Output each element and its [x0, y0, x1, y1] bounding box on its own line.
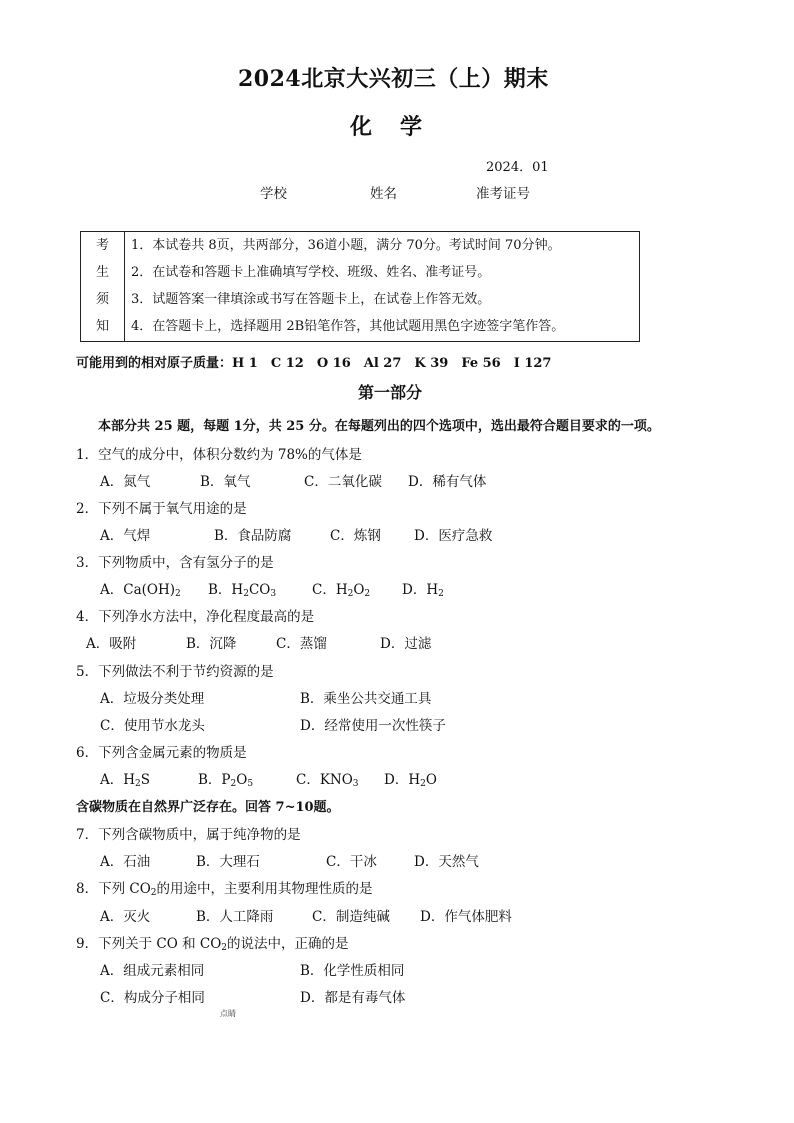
instruction-emphasis: 四个选项中 — [412, 419, 478, 434]
subscript: 2 — [420, 779, 426, 789]
page-title: 2024北京大兴初三（上）期末 — [238, 66, 549, 92]
option-b: B．化学性质相同 — [300, 963, 405, 979]
instruction-part: 本部分共 25 题，每题 1分，共 25 分。在每题列出的 — [98, 419, 413, 434]
option-a: A．石油 — [100, 854, 151, 870]
notice-label: 须 — [95, 292, 109, 307]
subscript: 2 — [150, 888, 157, 898]
option-c: C．干冰 — [326, 854, 377, 870]
option-a: A．吸附 — [86, 636, 137, 652]
option-c: C．二氧化碳 — [304, 474, 382, 490]
option-b: B．沉降 — [186, 636, 237, 652]
option-b: B．人工降雨 — [196, 909, 274, 925]
atomic-mass-line: 可能用到的相对原子质量：H 1 C 12 O 16 Al 27 K 39 Fe 56 I 127 — [76, 356, 552, 371]
option-c: C．使用节水龙头 — [100, 718, 205, 734]
formula: O — [425, 772, 437, 788]
exam-date: 2024．01 — [486, 160, 549, 175]
notice-label: 生 — [95, 265, 109, 280]
option-a: A．气焊 — [100, 528, 151, 544]
option-d: D．稀有气体 — [408, 474, 487, 490]
subscript: 2 — [364, 589, 371, 599]
question-stem: 6．下列含金属元素的物质是 — [76, 745, 247, 761]
option-a: A．垃圾分类处理 — [100, 691, 205, 707]
question-stem: 5．下列做法不利于节约资源的是 — [76, 664, 274, 680]
option-d: D．作气体肥料 — [420, 909, 512, 925]
formula: D．H — [402, 582, 439, 598]
option-d: D．过滤 — [380, 636, 432, 652]
exam-notice-table — [80, 231, 640, 342]
formula: C．KNO — [296, 772, 353, 788]
option-d: D．医疗急救 — [414, 528, 493, 544]
option-a: A．灭火 — [100, 909, 151, 925]
question-stem: 3．下列物质中，含有氢分子的是 — [76, 555, 274, 571]
section-title: 第一部分 — [358, 383, 423, 402]
formula: A．Ca(OH) — [100, 582, 176, 598]
question-stem — [76, 932, 349, 953]
option-c: C．构成分子相同 — [100, 990, 205, 1006]
subscript: 2 — [347, 589, 354, 599]
subscript: 2 — [135, 779, 141, 789]
notice-item: 3．试题答案一律填涂或书写在答题卡上，在试卷上作答无效。 — [131, 292, 491, 307]
stem-part: 的用途中，主要利用其物理性质的是 — [156, 881, 373, 897]
notice-label-column — [81, 232, 125, 342]
notice-items-column — [125, 232, 640, 342]
option-b: B．氧气 — [200, 474, 251, 490]
stem-part: 8．下列 CO — [76, 881, 151, 897]
option-a: A．氮气 — [100, 474, 151, 490]
option-d: D．天然气 — [414, 854, 479, 870]
section-instruction — [98, 415, 660, 434]
subscript: 2 — [243, 589, 249, 599]
formula: CO — [248, 582, 271, 598]
notice-label: 考 — [95, 238, 109, 253]
question-stem: 4．下列净水方法中，净化程度最高的是 — [76, 609, 315, 625]
instruction-part: ，选出最符合题目要求的一项。 — [477, 419, 660, 434]
field-school: 学校 — [260, 186, 287, 202]
option-d: D．都是有毒气体 — [300, 990, 406, 1006]
watermark-stamp: 点睛 — [220, 1009, 236, 1018]
option-c: C．制造纯碱 — [312, 909, 390, 925]
option-c: C．炼钢 — [330, 528, 381, 544]
subscript: 2 — [221, 943, 227, 953]
field-name: 姓名 — [370, 186, 397, 202]
option-a — [100, 578, 181, 599]
notice-item: 1．本试卷共 8页，共两部分，36道小题，满分 70分。考试时间 70分钟。 — [131, 238, 561, 253]
formula: C．H — [312, 582, 348, 598]
context-note: 含碳物质在自然界广泛存在。回答 7~10题。 — [76, 800, 340, 815]
subscript: 2 — [175, 589, 181, 599]
stem-part: 9．下列关于 CO 和 CO — [76, 936, 222, 952]
question-stem: 1．空气的成分中，体积分数约为 78%的气体是 — [76, 447, 362, 463]
subject-title: 化学 — [350, 114, 451, 140]
formula: D．H — [384, 772, 421, 788]
formula: S — [140, 772, 151, 788]
option-d — [384, 768, 437, 789]
option-a: A．组成元素相同 — [100, 963, 205, 979]
option-c: C．蒸馏 — [276, 636, 327, 652]
subscript: 5 — [247, 779, 254, 789]
subscript: 3 — [352, 779, 359, 789]
subscript: 3 — [270, 589, 277, 599]
option-b: B．食品防腐 — [214, 528, 292, 544]
option-d: D．经常使用一次性筷子 — [300, 718, 446, 734]
stem-part: 的说法中，正确的是 — [227, 936, 349, 952]
option-d — [402, 578, 444, 599]
option-b — [198, 768, 253, 789]
subscript: 2 — [438, 589, 444, 599]
option-c — [312, 578, 370, 599]
formula: B．P — [198, 772, 231, 788]
question-stem: 2．下列不属于氧气用途的是 — [76, 501, 247, 517]
question-stem — [76, 877, 373, 898]
notice-item: 4．在答题卡上，选择题用 2B铅笔作答，其他试题用黑色字迹签字笔作答。 — [131, 319, 565, 334]
subscript: 2 — [230, 779, 237, 789]
option-b — [208, 578, 276, 599]
option-b: B．乘坐公共交通工具 — [300, 691, 432, 707]
notice-item: 2．在试卷和答题卡上准确填写学校、班级、姓名、准考证号。 — [131, 265, 491, 280]
formula: O — [236, 772, 248, 788]
option-c — [296, 768, 359, 789]
option-a — [100, 768, 150, 789]
question-stem: 7．下列含碳物质中，属于纯净物的是 — [76, 827, 301, 843]
field-exam-id: 准考证号 — [476, 186, 530, 202]
option-b: B．大理石 — [196, 854, 260, 870]
formula: O — [353, 582, 365, 598]
notice-label: 知 — [95, 319, 109, 334]
formula: A．H — [100, 772, 136, 788]
formula: B．H — [208, 582, 244, 598]
